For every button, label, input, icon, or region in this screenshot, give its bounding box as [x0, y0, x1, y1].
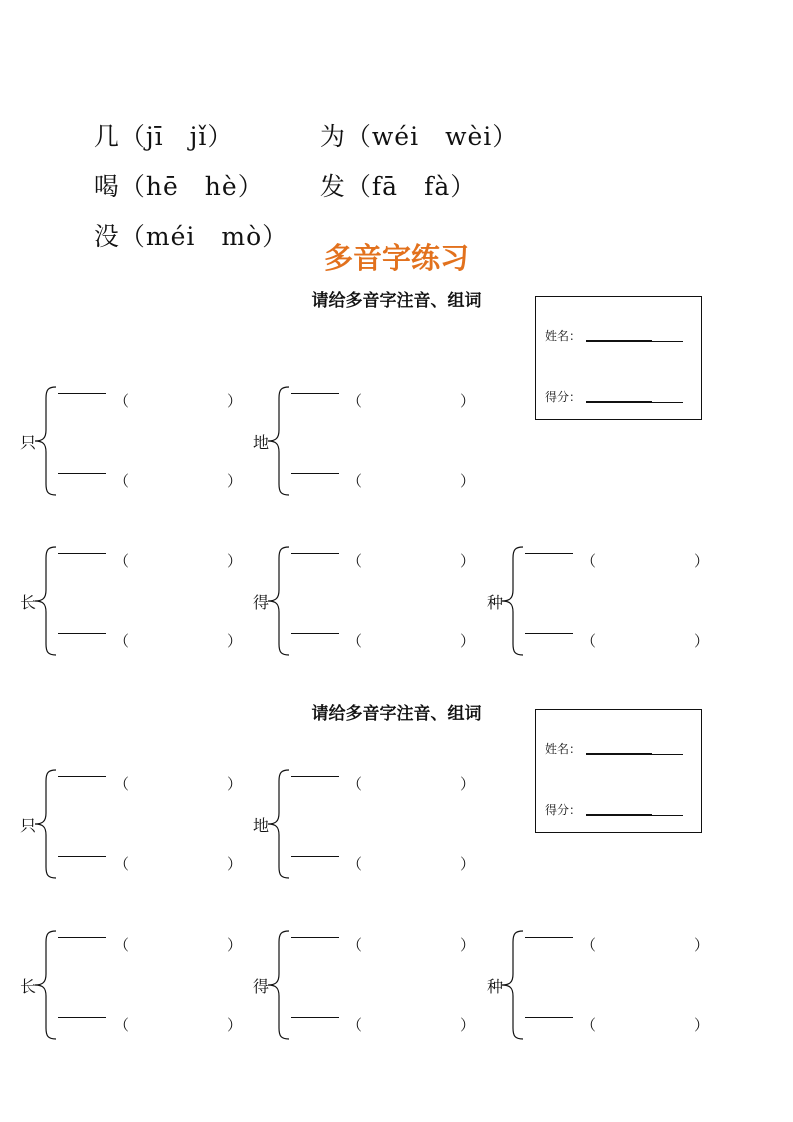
word-blank[interactable]	[291, 553, 339, 554]
word-blank[interactable]	[58, 473, 106, 474]
word-blank[interactable]	[291, 1017, 339, 1018]
left-paren: （	[347, 472, 363, 490]
right-paren: ）	[694, 632, 710, 650]
right-paren: ）	[694, 936, 710, 954]
left-paren: （	[114, 632, 130, 650]
word-blank[interactable]	[525, 937, 573, 938]
brace-icon	[34, 930, 60, 1042]
right-paren: ）	[227, 392, 243, 410]
right-paren: ）	[227, 936, 243, 954]
left-paren: （	[347, 936, 363, 954]
right-paren: ）	[460, 472, 476, 490]
right-paren: ）	[460, 855, 476, 873]
word-blank[interactable]	[58, 1017, 106, 1018]
polyphone-group	[20, 930, 260, 1042]
score-label: 得分：	[545, 803, 582, 817]
word-blank[interactable]	[58, 776, 106, 777]
word-blank[interactable]	[58, 937, 106, 938]
right-paren: ）	[227, 552, 243, 570]
right-paren: ）	[227, 472, 243, 490]
left-paren: （	[347, 855, 363, 873]
brace-icon	[267, 386, 293, 498]
name-field[interactable]	[586, 329, 683, 342]
right-paren: ）	[694, 1016, 710, 1034]
polyphone-char: 种	[487, 593, 504, 612]
polyphone-group	[253, 546, 493, 658]
right-paren: ）	[227, 775, 243, 793]
left-paren: （	[581, 936, 597, 954]
right-paren: ）	[460, 392, 476, 410]
polyphone-char: 长	[20, 977, 37, 996]
name-label: 姓名：	[545, 329, 582, 343]
polyphone-group	[253, 930, 493, 1042]
page-title: 多音字练习	[323, 241, 469, 275]
left-paren: （	[114, 855, 130, 873]
brace-icon	[34, 769, 60, 881]
name-score-box	[535, 709, 702, 833]
left-paren: （	[581, 552, 597, 570]
pinyin-item: 没（méi mò）	[93, 222, 289, 251]
polyphone-char: 种	[487, 977, 504, 996]
word-blank[interactable]	[58, 856, 106, 857]
score-field[interactable]	[586, 390, 683, 403]
word-blank[interactable]	[58, 633, 106, 634]
left-paren: （	[347, 1016, 363, 1034]
word-blank[interactable]	[525, 1017, 573, 1018]
brace-icon	[501, 546, 527, 658]
polyphone-group	[253, 769, 493, 881]
brace-icon	[34, 546, 60, 658]
right-paren: ）	[460, 552, 476, 570]
polyphone-char: 地	[253, 816, 270, 835]
word-blank[interactable]	[525, 553, 573, 554]
right-paren: ）	[227, 1016, 243, 1034]
pinyin-item: 发（fā fà）	[319, 172, 477, 201]
polyphone-char: 得	[253, 593, 270, 612]
word-blank[interactable]	[291, 776, 339, 777]
polyphone-group	[253, 386, 493, 498]
brace-icon	[501, 930, 527, 1042]
pinyin-item: 为（wéi wèi）	[319, 122, 519, 151]
polyphone-group	[487, 930, 727, 1042]
right-paren: ）	[460, 936, 476, 954]
left-paren: （	[114, 936, 130, 954]
polyphone-group	[20, 769, 260, 881]
brace-icon	[267, 769, 293, 881]
name-score-box	[535, 296, 702, 420]
pinyin-item: 几（jī jǐ）	[93, 122, 234, 151]
brace-icon	[267, 546, 293, 658]
left-paren: （	[581, 632, 597, 650]
polyphone-char: 长	[20, 593, 37, 612]
right-paren: ）	[227, 855, 243, 873]
polyphone-char: 只	[20, 816, 37, 835]
score-label: 得分：	[545, 390, 582, 404]
left-paren: （	[581, 1016, 597, 1034]
word-blank[interactable]	[525, 633, 573, 634]
section-1-instruction: 请给多音字注音、组词	[311, 291, 482, 311]
name-label: 姓名：	[545, 742, 582, 756]
left-paren: （	[114, 775, 130, 793]
left-paren: （	[347, 552, 363, 570]
polyphone-char: 只	[20, 433, 37, 452]
right-paren: ）	[460, 1016, 476, 1034]
left-paren: （	[347, 392, 363, 410]
left-paren: （	[114, 552, 130, 570]
word-blank[interactable]	[58, 393, 106, 394]
right-paren: ）	[460, 775, 476, 793]
right-paren: ）	[227, 632, 243, 650]
left-paren: （	[114, 1016, 130, 1034]
polyphone-char: 得	[253, 977, 270, 996]
polyphone-char: 地	[253, 433, 270, 452]
polyphone-group	[20, 386, 260, 498]
polyphone-group	[20, 546, 260, 658]
left-paren: （	[347, 775, 363, 793]
word-blank[interactable]	[291, 856, 339, 857]
left-paren: （	[114, 392, 130, 410]
right-paren: ）	[694, 552, 710, 570]
section-2-instruction: 请给多音字注音、组词	[311, 704, 482, 724]
polyphone-group	[487, 546, 727, 658]
word-blank[interactable]	[291, 937, 339, 938]
right-paren: ）	[460, 632, 476, 650]
word-blank[interactable]	[291, 393, 339, 394]
name-field[interactable]	[586, 742, 683, 755]
left-paren: （	[114, 472, 130, 490]
score-field[interactable]	[586, 803, 683, 816]
brace-icon	[267, 930, 293, 1042]
word-blank[interactable]	[291, 473, 339, 474]
word-blank[interactable]	[58, 553, 106, 554]
word-blank[interactable]	[291, 633, 339, 634]
brace-icon	[34, 386, 60, 498]
pinyin-item: 喝（hē hè）	[93, 172, 264, 201]
left-paren: （	[347, 632, 363, 650]
